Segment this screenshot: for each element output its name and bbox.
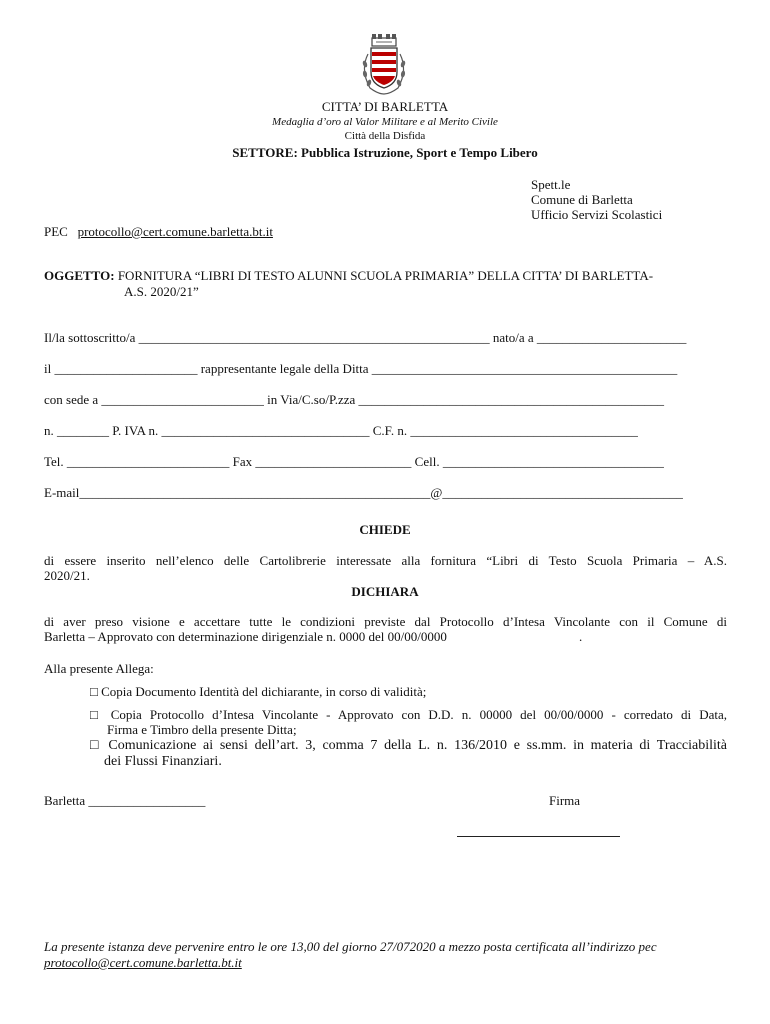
city-name: CITTA’ DI BARLETTA [321,99,449,114]
chiede-text-line-1: di essere inserito nell’elenco delle Cartolibrerie interessate alla fornitura “Libri di Testo Scuola Primaria – A.S. [44,553,727,568]
allega-item-1[interactable]: □ Copia Documento Identità del dichiarante, in corso di validità; [90,684,427,699]
pec-label: PEC [44,224,68,239]
recipient-line-3: Ufficio Servizi Scolastici [531,207,663,222]
allega-item-2-line-2: Firma e Timbro della presente Ditta; [107,722,297,737]
allega-item-3-line-1[interactable]: □ Comunicazione ai sensi dell’art. 3, comma 7 della L. n. 136/2010 e ss.mm. in materia di Tracciabilità [90,738,727,753]
sector-title: SETTORE: Pubblica Istruzione, Sport e Tempo Libero [232,145,538,160]
subject-text: FORNITURA “LIBRI DI TESTO ALUNNI SCUOLA PRIMARIA” DELLA CITTA’ DI BARLETTA- [117,268,654,283]
subject-line-1 [44,268,653,284]
chiede-text-line-2: 2020/21. [44,568,90,583]
allega-heading: Alla presente Allega: [44,661,154,676]
subject-label: OGGETTO: [44,268,115,283]
form-line-representative[interactable]: il ______________________ rappresentante legale della Ditta _______________________________________________ [44,361,678,376]
form-line-address[interactable]: con sede a _________________________ in Via/C.so/P.zza _______________________________________________ [44,392,665,407]
dichiara-text-line-2: Barletta – Approvato con determinazione dirigenziale n. 0000 del 00/00/0000 [44,629,447,644]
pec-line [44,224,273,240]
footer-pec-link[interactable]: protocollo@cert.comune.barletta.bt.it [44,955,242,970]
signature-line[interactable] [457,836,620,837]
form-line-contacts[interactable]: Tel. _________________________ Fax ________________________ Cell. __________________________________ [44,454,664,469]
footer-note: La presente istanza deve pervenire entro le ore 13,00 del giorno 27/072020 a mezzo posta certificata all’indirizzo pec [44,939,657,954]
form-line-vat[interactable]: n. ________ P. IVA n. ________________________________ C.F. n. ___________________________________ [44,423,638,438]
form-line-email[interactable]: E-mail______________________________________________________@_____________________________________ [44,485,683,500]
dichiara-text-line-1: di aver preso visione e accettare tutte le condizioni previste dal Protocollo d’Intesa Vincolante con il Comune di [44,614,727,629]
dichiara-text-line-2-end: . [579,629,583,644]
form-line-name[interactable]: Il/la sottoscritto/a ______________________________________________________ nato/a a _______________________ [44,330,687,345]
recipient-line-2: Comune di Barletta [531,192,633,207]
chiede-heading: CHIEDE [359,522,411,537]
allega-item-3-line-2: dei Flussi Finanziari. [104,754,222,769]
dichiara-heading: DICHIARA [351,584,419,599]
firma-label: Firma [549,793,581,808]
allega-item-2-line-1[interactable]: □ Copia Protocollo d’Intesa Vincolante - Approvato con D.D. n. 00000 del 00/00/0000 - corredato di Data, [90,707,727,722]
medal-subtitle: Medaglia d’oro al Valor Militare e al Merito Civile [272,116,498,128]
pec-address-link[interactable]: protocollo@cert.comune.barletta.bt.it [77,224,273,239]
coat-of-arms-emblem [356,32,412,98]
place-date-line[interactable]: Barletta __________________ [44,793,206,808]
subject-line-2: A.S. 2020/21” [124,284,199,299]
recipient-line-1: Spett.le [531,177,571,192]
disfida-subtitle: Città della Disfida [344,130,426,142]
